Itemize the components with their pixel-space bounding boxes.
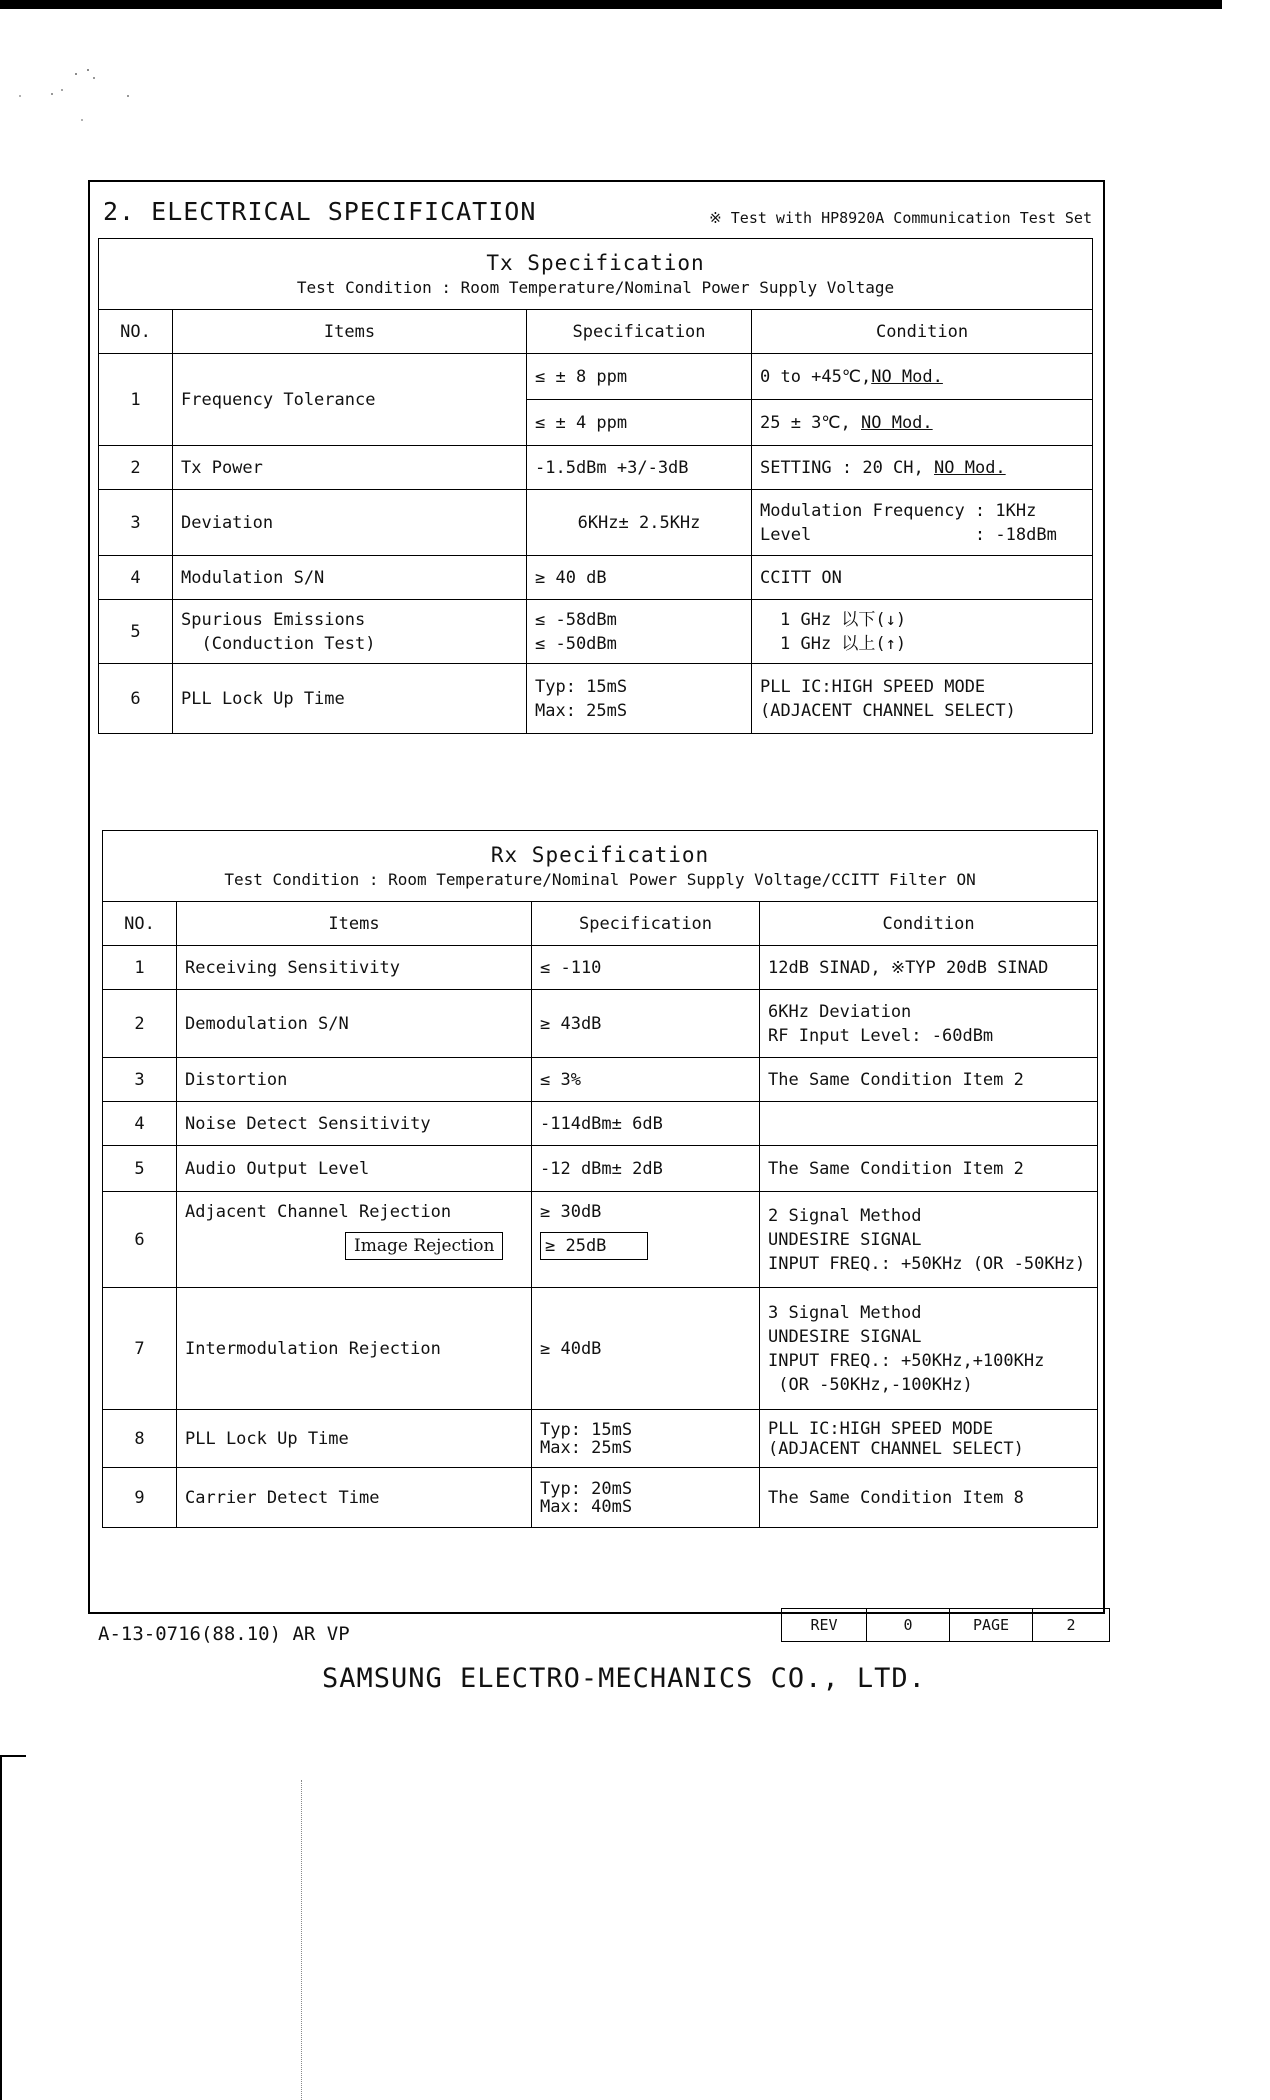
row-no: 9: [103, 1468, 177, 1528]
test-equipment-note: ※ Test with HP8920A Communication Test Set: [709, 209, 1092, 227]
row-no: 6: [103, 1192, 177, 1288]
tx-header-row: [99, 310, 1093, 354]
rx-caption-row: [103, 831, 1098, 902]
col-condition-header: Condition: [752, 310, 1093, 354]
row-spec: [532, 1192, 760, 1288]
row-no: 1: [99, 354, 173, 446]
row-spec: ≤ ± 4 ppm: [527, 400, 752, 446]
tx-spec-table: [98, 238, 1093, 734]
item-text: Adjacent Channel Rejection: [185, 1202, 452, 1222]
row-spec: ≤ 3%: [532, 1058, 760, 1102]
row-condition: The Same Condition Item 8: [760, 1468, 1098, 1528]
col-condition-header: Condition: [760, 902, 1098, 946]
row-no: 4: [99, 556, 173, 600]
row-spec: ≤ ± 8 ppm: [527, 354, 752, 400]
row-condition: [752, 354, 1093, 400]
scan-specks: [8, 62, 138, 132]
cond-underlined: NO Mod.: [861, 412, 933, 433]
row-item: Spurious Emissions (Conduction Test): [173, 600, 527, 664]
section-heading: 2. ELECTRICAL SPECIFICATION: [103, 197, 537, 226]
document-code: A-13-0716(88.10) AR VP: [98, 1623, 350, 1645]
rx-header-row: [103, 902, 1098, 946]
row-no: 3: [103, 1058, 177, 1102]
row-condition: PLL IC:HIGH SPEED MODE (ADJACENT CHANNEL SELECT): [760, 1410, 1098, 1468]
table-row: [103, 1146, 1098, 1192]
cond-underlined: NO Mod.: [934, 457, 1006, 478]
row-spec: -1.5dBm +3/-3dB: [527, 446, 752, 490]
row-condition: CCITT ON: [752, 556, 1093, 600]
table-row: [103, 946, 1098, 990]
cond-text: SETTING : 20 CH,: [760, 457, 924, 478]
rx-spec-table: [102, 830, 1098, 1528]
row-condition: 12dB SINAD, ※TYP 20dB SINAD: [760, 946, 1098, 990]
row-item: Frequency Tolerance: [173, 354, 527, 446]
row-no: 6: [99, 664, 173, 734]
row-condition: PLL IC:HIGH SPEED MODE (ADJACENT CHANNEL SELECT): [752, 664, 1093, 734]
row-no: 7: [103, 1288, 177, 1410]
page-label: PAGE: [950, 1609, 1033, 1642]
row-condition: 2 Signal Method UNDESIRE SIGNAL INPUT FREQ.: +50KHz (OR -50KHz): [760, 1192, 1098, 1288]
row-item: PLL Lock Up Time: [177, 1410, 532, 1468]
row-item: Demodulation S/N: [177, 990, 532, 1058]
row-condition: [752, 446, 1093, 490]
table-row: [103, 1410, 1098, 1468]
row-spec: ≥ 40dB: [532, 1288, 760, 1410]
table-row: [99, 354, 1093, 400]
row-spec: Typ: 20mS Max: 40mS: [532, 1468, 760, 1528]
row-item: PLL Lock Up Time: [173, 664, 527, 734]
cond-underlined: NO Mod.: [871, 366, 943, 387]
col-items-header: Items: [173, 310, 527, 354]
row-condition: 6KHz Deviation RF Input Level: -60dBm: [760, 990, 1098, 1058]
scan-edge-line: [0, 1757, 2, 2100]
rx-test-condition: Test Condition : Room Temperature/Nominal Power Supply Voltage/CCITT Filter ON: [224, 870, 976, 889]
row-condition: [760, 1102, 1098, 1146]
row-spec: ≥ 43dB: [532, 990, 760, 1058]
rx-title: Rx Specification: [490, 843, 710, 867]
row-spec: Typ: 15mS Max: 25mS: [532, 1410, 760, 1468]
image-rejection-label: Image Rejection: [345, 1232, 503, 1260]
company-name: SAMSUNG ELECTRO-MECHANICS CO., LTD.: [322, 1663, 926, 1694]
page-value: 2: [1033, 1609, 1110, 1642]
row-no: 2: [99, 446, 173, 490]
row-spec: -12 dBm± 2dB: [532, 1146, 760, 1192]
row-no: 5: [103, 1146, 177, 1192]
table-row: [103, 1468, 1098, 1528]
table-row: [99, 446, 1093, 490]
col-no-header: NO.: [99, 310, 173, 354]
rev-label: REV: [782, 1609, 867, 1642]
row-spec: -114dBm± 6dB: [532, 1102, 760, 1146]
top-rule: [0, 0, 1222, 9]
row-spec: ≤ -110: [532, 946, 760, 990]
table-row: [103, 990, 1098, 1058]
table-row: [99, 600, 1093, 664]
row-condition: 3 Signal Method UNDESIRE SIGNAL INPUT FREQ.: +50KHz,+100KHz (OR -50KHz,-100KHz): [760, 1288, 1098, 1410]
row-item: Noise Detect Sensitivity: [177, 1102, 532, 1146]
row-condition: The Same Condition Item 2: [760, 1058, 1098, 1102]
cond-text: 0 to +45℃,: [760, 366, 872, 387]
col-spec-header: Specification: [532, 902, 760, 946]
row-condition: [752, 400, 1093, 446]
revision-page-box: [781, 1608, 1110, 1642]
row-spec: 6KHz± 2.5KHz: [527, 490, 752, 556]
cond-text: 25 ± 3℃,: [760, 412, 851, 433]
row-item: Audio Output Level: [177, 1146, 532, 1192]
table-row: [99, 664, 1093, 734]
table-row: [103, 1192, 1098, 1288]
row-condition: The Same Condition Item 2: [760, 1146, 1098, 1192]
col-items-header: Items: [177, 902, 532, 946]
row-condition: Modulation Frequency : 1KHz Level : -18dBm: [752, 490, 1093, 556]
tx-caption-row: [99, 239, 1093, 310]
row-item: Receiving Sensitivity: [177, 946, 532, 990]
row-item: Deviation: [173, 490, 527, 556]
row-spec: ≥ 40 dB: [527, 556, 752, 600]
row-no: 2: [103, 990, 177, 1058]
table-row: [99, 490, 1093, 556]
spec-text: ≥ 30dB: [540, 1202, 602, 1222]
row-condition: 1 GHz 以下(↓) 1 GHz 以上(↑): [752, 600, 1093, 664]
row-no: 3: [99, 490, 173, 556]
scan-edge-mark: [0, 1755, 26, 1757]
rev-value: 0: [867, 1609, 950, 1642]
row-no: 5: [99, 600, 173, 664]
row-spec: Typ: 15mS Max: 25mS: [527, 664, 752, 734]
row-no: 8: [103, 1410, 177, 1468]
tx-title: Tx Specification: [486, 251, 705, 275]
row-item: [177, 1192, 532, 1288]
row-item: Carrier Detect Time: [177, 1468, 532, 1528]
row-no: 4: [103, 1102, 177, 1146]
row-item: Modulation S/N: [173, 556, 527, 600]
scan-dotted-line: [301, 1780, 302, 2100]
tx-test-condition: Test Condition : Room Temperature/Nominal Power Supply Voltage: [296, 278, 895, 297]
row-spec: ≤ -58dBm ≤ -50dBm: [527, 600, 752, 664]
table-row: [103, 1058, 1098, 1102]
row-item: Tx Power: [173, 446, 527, 490]
image-rejection-spec: ≥ 25dB: [540, 1232, 648, 1260]
row-no: 1: [103, 946, 177, 990]
table-row: [99, 556, 1093, 600]
table-row: [103, 1102, 1098, 1146]
row-item: Distortion: [177, 1058, 532, 1102]
table-row: [103, 1288, 1098, 1410]
col-no-header: NO.: [103, 902, 177, 946]
row-item: Intermodulation Rejection: [177, 1288, 532, 1410]
col-spec-header: Specification: [527, 310, 752, 354]
